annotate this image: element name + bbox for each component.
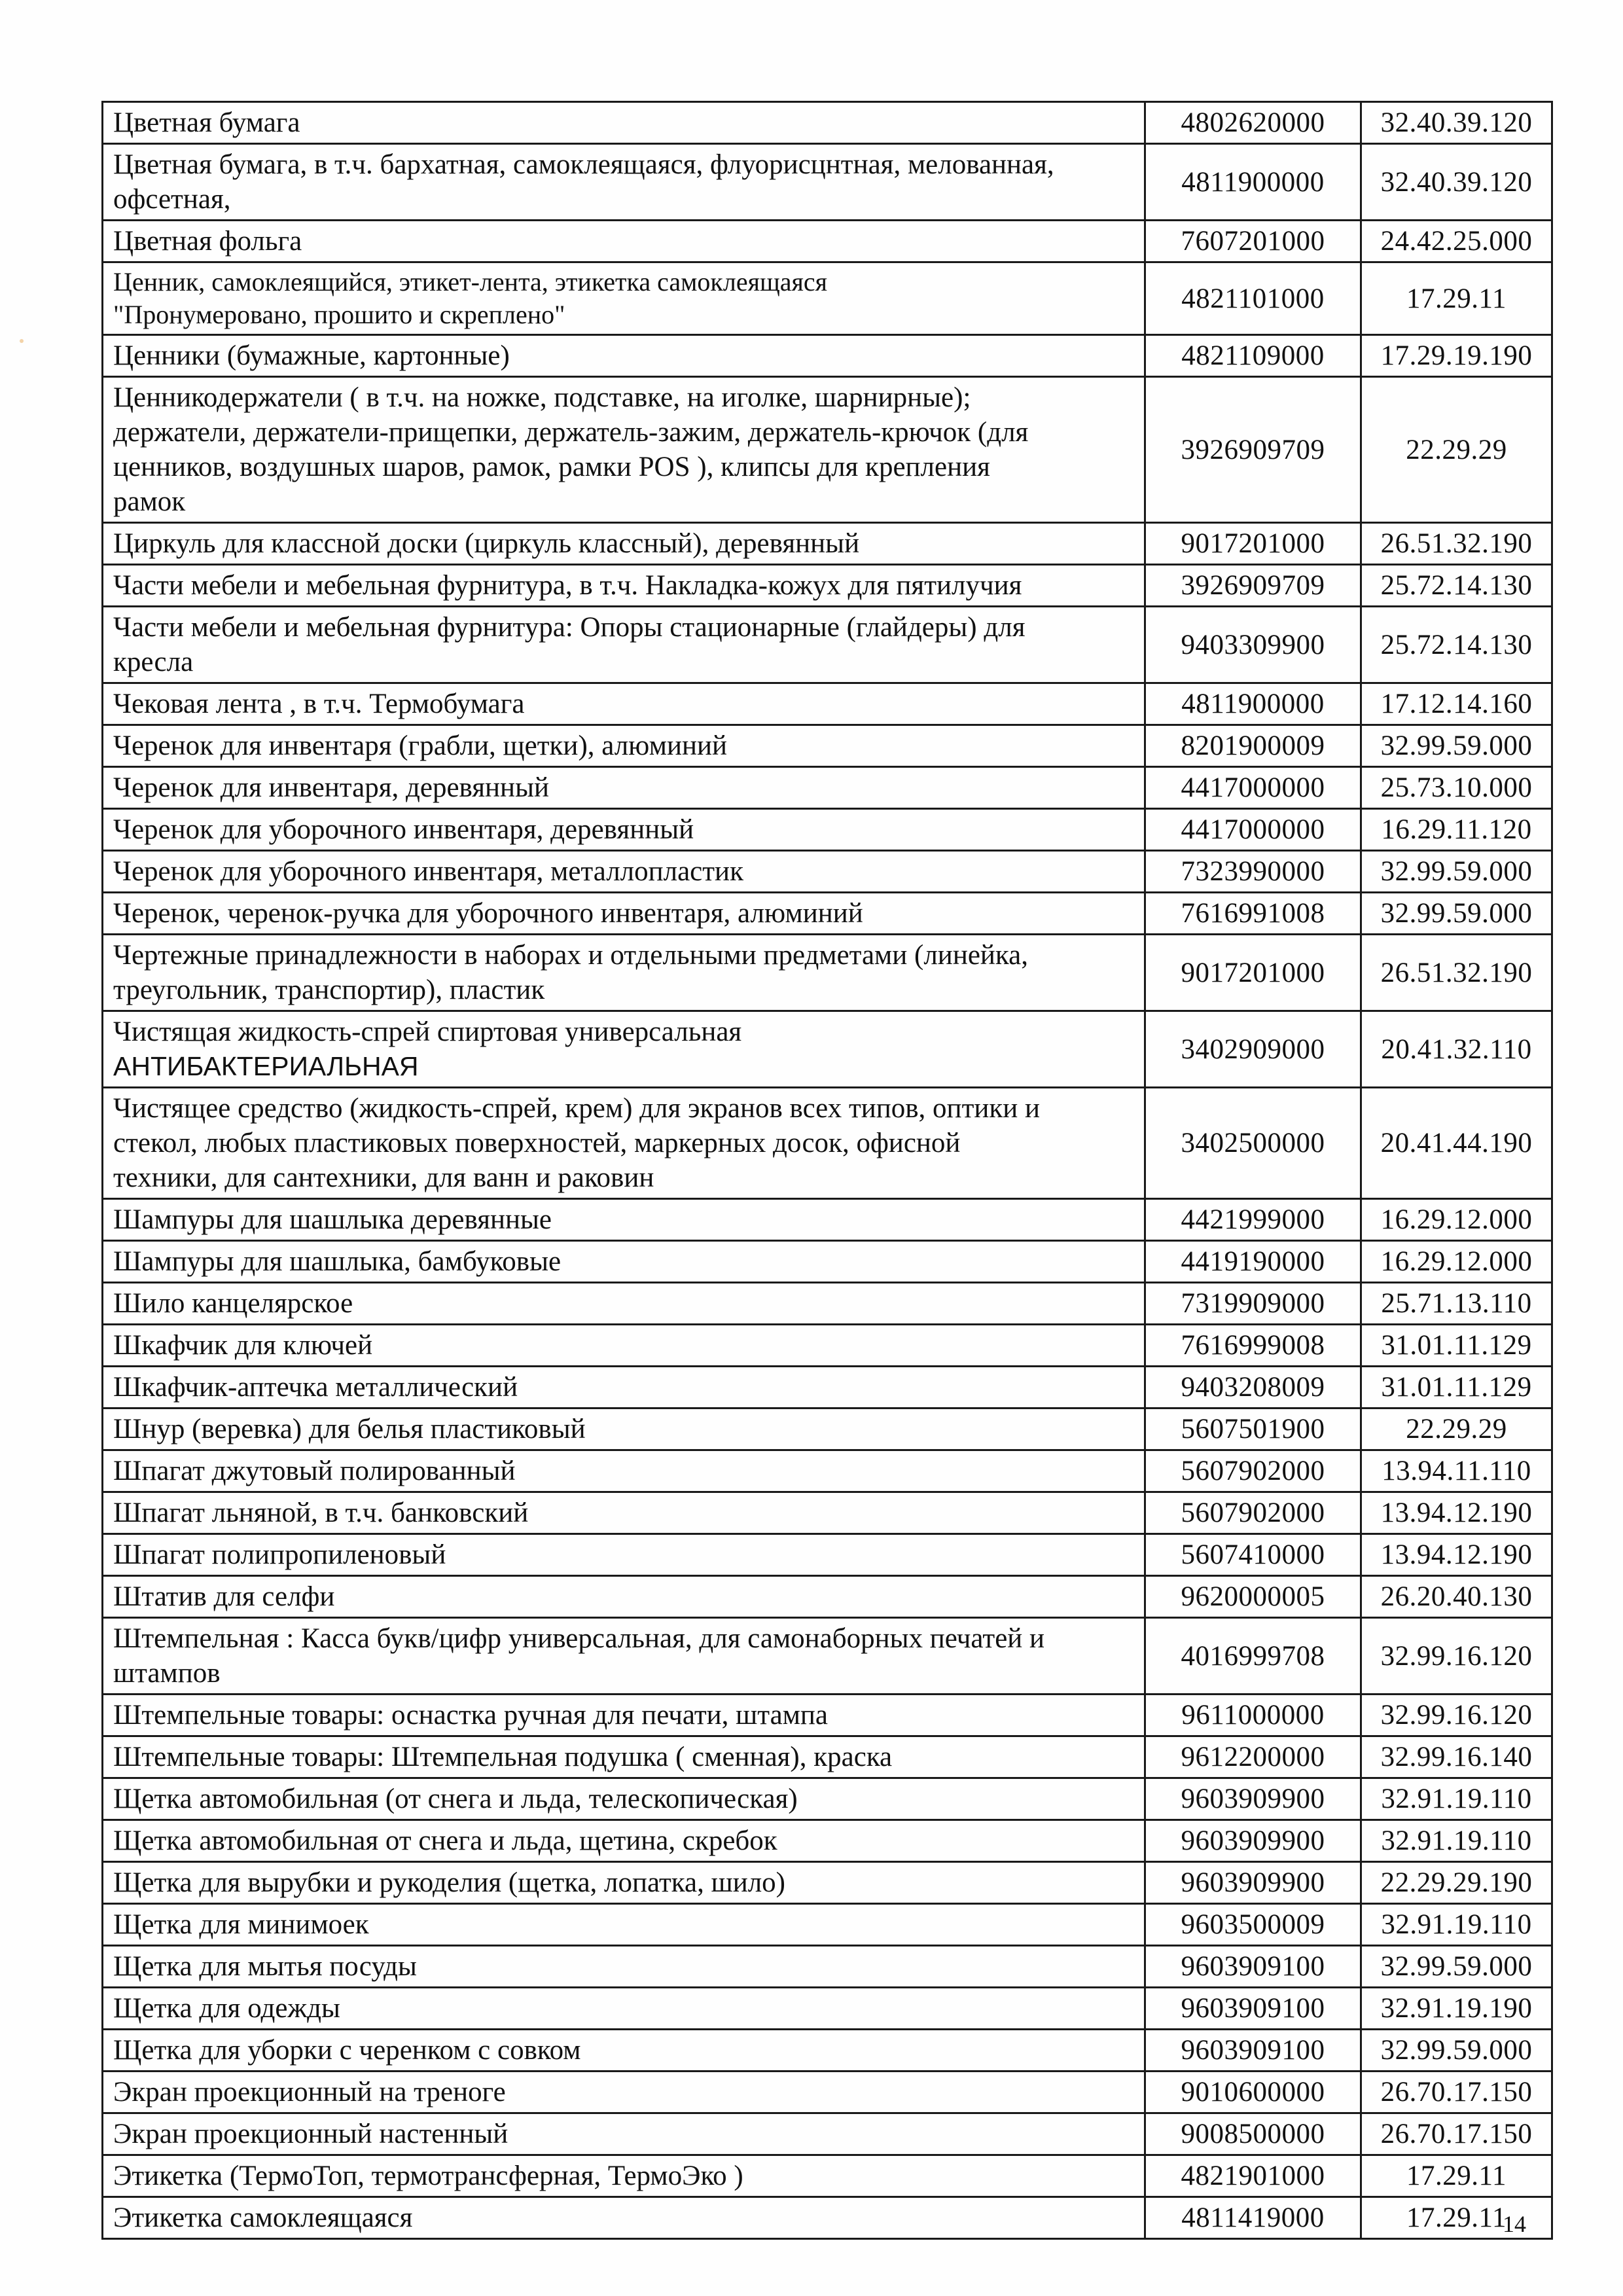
- product-name-line: Черенок, черенок-ручка для уборочного инвентаря, алюминий: [113, 898, 863, 929]
- table-row: [103, 565, 1552, 607]
- scan-artifact: [20, 339, 24, 343]
- tnved-code-cell: 4419190000: [1145, 1241, 1361, 1283]
- tnved-code-cell: 9017201000: [1145, 935, 1361, 1011]
- tnved-code-cell: 9603909900: [1145, 1820, 1361, 1862]
- okpd2-code-cell: 32.40.39.120: [1361, 102, 1552, 144]
- table-row: [103, 262, 1552, 335]
- product-name-line: Чистящая жидкость-спрей спиртовая универсальная: [113, 1016, 742, 1047]
- tnved-code-cell: 3926909709: [1145, 565, 1361, 607]
- table-row: [103, 1695, 1552, 1736]
- table-row: [103, 893, 1552, 935]
- okpd2-code-cell: 32.99.16.140: [1361, 1736, 1552, 1778]
- product-name-line: Черенок для инвентаря (грабли, щетки), алюминий: [113, 730, 728, 761]
- product-name-line: Щетка для уборки с черенком с совком: [113, 2035, 581, 2066]
- tnved-code-cell: 9620000005: [1145, 1576, 1361, 1618]
- product-name-cell: [103, 809, 1145, 851]
- tnved-code-cell: 9010600000: [1145, 2072, 1361, 2113]
- product-name-cell: [103, 2113, 1145, 2155]
- tnved-code-cell: 7607201000: [1145, 221, 1361, 262]
- tnved-code-cell: 5607410000: [1145, 1534, 1361, 1576]
- tnved-code-cell: 7616999008: [1145, 1325, 1361, 1367]
- product-name-cell: [103, 1450, 1145, 1492]
- product-name-line: Цветная бумага: [113, 107, 300, 138]
- product-name-cell: [103, 565, 1145, 607]
- okpd2-code-cell: 26.20.40.130: [1361, 1576, 1552, 1618]
- product-name-line: Штемпельная : Касса букв/цифр универсальная, для самонаборных печатей и: [113, 1623, 1045, 1654]
- product-name-line: Ценникодержатели ( в т.ч. на ножке, подставке, на иголке, шарнирные);: [113, 382, 971, 413]
- tnved-code-cell: 4811419000: [1145, 2197, 1361, 2239]
- product-name-line: Циркуль для классной доски (циркуль классный), деревянный: [113, 528, 860, 559]
- okpd2-code-cell: 20.41.44.190: [1361, 1088, 1552, 1199]
- table-row: [103, 1862, 1552, 1904]
- product-name-line: АНТИБАКТЕРИАЛЬНАЯ: [113, 1051, 419, 1081]
- product-name-cell: [103, 144, 1145, 221]
- product-name-cell: [103, 2072, 1145, 2113]
- product-name-line: техники, для сантехники, для ванн и раковин: [113, 1162, 654, 1193]
- product-name-line: стекол, любых пластиковых поверхностей, маркерных досок, офисной: [113, 1128, 961, 1158]
- table-row: [103, 2197, 1552, 2239]
- product-name-cell: [103, 1241, 1145, 1283]
- tnved-code-cell: 9603909100: [1145, 1946, 1361, 1988]
- product-name-cell: [103, 1862, 1145, 1904]
- table-row: [103, 851, 1552, 893]
- okpd2-code-cell: 32.99.59.000: [1361, 1946, 1552, 1988]
- product-name-line: Щетка автомобильная (от снега и льда, телескопическая): [113, 1784, 798, 1814]
- table-row: [103, 1618, 1552, 1695]
- product-name-cell: [103, 851, 1145, 893]
- tnved-code-cell: 4802620000: [1145, 102, 1361, 144]
- table-row: [103, 1088, 1552, 1199]
- tnved-code-cell: 7616991008: [1145, 893, 1361, 935]
- product-name-cell: [103, 1904, 1145, 1946]
- table-row: [103, 1946, 1552, 1988]
- okpd2-code-cell: 32.91.19.110: [1361, 1820, 1552, 1862]
- tnved-code-cell: 4421999000: [1145, 1199, 1361, 1241]
- okpd2-code-cell: 31.01.11.129: [1361, 1367, 1552, 1408]
- product-name-cell: [103, 1778, 1145, 1820]
- product-name-line: "Пронумеровано, прошито и скреплено": [113, 300, 565, 329]
- table-row: [103, 523, 1552, 565]
- okpd2-code-cell: 16.29.12.000: [1361, 1199, 1552, 1241]
- tnved-code-cell: 4016999708: [1145, 1618, 1361, 1695]
- tnved-code-cell: 4821901000: [1145, 2155, 1361, 2197]
- product-name-line: Чистящее средство (жидкость-спрей, крем) для экранов всех типов, оптики и: [113, 1093, 1041, 1124]
- product-name-line: держатели, держатели-прищепки, держатель-зажим, держатель-крючок (для: [113, 417, 1029, 448]
- table-row: [103, 1736, 1552, 1778]
- okpd2-code-cell: 32.99.16.120: [1361, 1618, 1552, 1695]
- table-row: [103, 1450, 1552, 1492]
- tnved-code-cell: 9017201000: [1145, 523, 1361, 565]
- product-name-cell: [103, 1946, 1145, 1988]
- table-row: [103, 144, 1552, 221]
- okpd2-code-cell: 17.12.14.160: [1361, 683, 1552, 725]
- table-row: [103, 683, 1552, 725]
- okpd2-code-cell: 32.99.59.000: [1361, 2030, 1552, 2072]
- product-name-line: Чековая лента , в т.ч. Термобумага: [113, 689, 525, 719]
- okpd2-code-cell: 32.91.19.190: [1361, 1988, 1552, 2030]
- okpd2-code-cell: 24.42.25.000: [1361, 221, 1552, 262]
- table-row: [103, 1576, 1552, 1618]
- table-row: [103, 1534, 1552, 1576]
- product-name-cell: [103, 1011, 1145, 1088]
- product-name-line: Шпагат льняной, в т.ч. банковский: [113, 1498, 529, 1528]
- tnved-code-cell: 9603909100: [1145, 1988, 1361, 2030]
- tnved-code-cell: 5607902000: [1145, 1492, 1361, 1534]
- tnved-code-cell: 9603909100: [1145, 2030, 1361, 2072]
- product-name-cell: [103, 1988, 1145, 2030]
- okpd2-code-cell: 26.70.17.150: [1361, 2072, 1552, 2113]
- okpd2-code-cell: 26.51.32.190: [1361, 523, 1552, 565]
- product-name-cell: [103, 1408, 1145, 1450]
- okpd2-code-cell: 17.29.11: [1361, 2155, 1552, 2197]
- okpd2-code-cell: 32.99.59.000: [1361, 725, 1552, 767]
- product-name-line: Штемпельные товары: Штемпельная подушка ( сменная), краска: [113, 1742, 893, 1772]
- table-row: [103, 102, 1552, 144]
- okpd2-code-cell: 25.71.13.110: [1361, 1283, 1552, 1325]
- product-name-line: Черенок для уборочного инвентаря, деревянный: [113, 814, 694, 845]
- product-name-line: Экран проекционный на треноге: [113, 2077, 506, 2108]
- product-name-line: Ценник, самоклеящийся, этикет-лента, этикетка самоклеящаяся: [113, 267, 828, 296]
- product-name-line: Части мебели и мебельная фурнитура: Опоры стационарные (глайдеры) для: [113, 612, 1026, 643]
- product-name-cell: [103, 725, 1145, 767]
- tnved-code-cell: 5607902000: [1145, 1450, 1361, 1492]
- product-name-line: Щетка автомобильная от снега и льда, щетина, скребок: [113, 1825, 777, 1856]
- product-name-line: треугольник, транспортир), пластик: [113, 975, 545, 1005]
- product-name-cell: [103, 1492, 1145, 1534]
- okpd2-code-cell: 13.94.12.190: [1361, 1492, 1552, 1534]
- product-name-line: Цветная бумага, в т.ч. бархатная, самоклеящаяся, флуорисцнтная, мелованная,: [113, 149, 1054, 180]
- tnved-code-cell: 9603909900: [1145, 1862, 1361, 1904]
- okpd2-code-cell: 25.73.10.000: [1361, 767, 1552, 809]
- product-name-line: Штатив для селфи: [113, 1581, 335, 1612]
- okpd2-code-cell: 32.40.39.120: [1361, 144, 1552, 221]
- table-row: [103, 221, 1552, 262]
- tnved-code-cell: 4417000000: [1145, 809, 1361, 851]
- tnved-code-cell: 9403309900: [1145, 607, 1361, 683]
- tnved-code-cell: 9603500009: [1145, 1904, 1361, 1946]
- product-name-line: офсетная,: [113, 184, 231, 215]
- product-name-cell: [103, 1736, 1145, 1778]
- product-name-line: штампов: [113, 1658, 221, 1689]
- okpd2-code-cell: 22.29.29: [1361, 377, 1552, 523]
- product-name-cell: [103, 1618, 1145, 1695]
- okpd2-code-cell: 22.29.29: [1361, 1408, 1552, 1450]
- table-row: [103, 2155, 1552, 2197]
- product-name-line: Черенок для уборочного инвентаря, металлопластик: [113, 856, 743, 887]
- okpd2-code-cell: 31.01.11.129: [1361, 1325, 1552, 1367]
- product-name-cell: [103, 2030, 1145, 2072]
- product-name-cell: [103, 262, 1145, 335]
- page-number: 14: [1503, 2211, 1526, 2237]
- tnved-code-cell: 9611000000: [1145, 1695, 1361, 1736]
- okpd2-code-cell: 26.51.32.190: [1361, 935, 1552, 1011]
- okpd2-code-cell: 22.29.29.190: [1361, 1862, 1552, 1904]
- product-name-cell: [103, 767, 1145, 809]
- product-name-line: Щетка для мытья посуды: [113, 1951, 417, 1982]
- okpd2-code-cell: 32.99.16.120: [1361, 1695, 1552, 1736]
- table-row: [103, 1011, 1552, 1088]
- table-row: [103, 1325, 1552, 1367]
- tnved-code-cell: 3402909000: [1145, 1011, 1361, 1088]
- tnved-code-cell: 4417000000: [1145, 767, 1361, 809]
- product-name-line: Щетка для вырубки и рукоделия (щетка, лопатка, шило): [113, 1867, 786, 1898]
- product-codes-table: [101, 101, 1553, 2240]
- product-name-cell: [103, 1325, 1145, 1367]
- table-row: [103, 809, 1552, 851]
- okpd2-code-cell: 32.99.59.000: [1361, 851, 1552, 893]
- okpd2-code-cell: 32.91.19.110: [1361, 1778, 1552, 1820]
- okpd2-code-cell: 17.29.11: [1361, 262, 1552, 335]
- okpd2-code-cell: 32.99.59.000: [1361, 893, 1552, 935]
- tnved-code-cell: 9603909900: [1145, 1778, 1361, 1820]
- product-name-line: Экран проекционный настенный: [113, 2119, 508, 2149]
- product-name-cell: [103, 523, 1145, 565]
- product-name-line: Ценники (бумажные, картонные): [113, 340, 510, 371]
- product-name-cell: [103, 607, 1145, 683]
- okpd2-code-cell: 16.29.11.120: [1361, 809, 1552, 851]
- okpd2-code-cell: 13.94.11.110: [1361, 1450, 1552, 1492]
- okpd2-code-cell: 20.41.32.110: [1361, 1011, 1552, 1088]
- product-name-cell: [103, 335, 1145, 377]
- product-name-line: Шило канцелярское: [113, 1288, 353, 1319]
- product-name-cell: [103, 1199, 1145, 1241]
- product-name-cell: [103, 893, 1145, 935]
- product-name-line: Шпагат джутовый полированный: [113, 1456, 516, 1486]
- tnved-code-cell: 3402500000: [1145, 1088, 1361, 1199]
- product-name-cell: [103, 1695, 1145, 1736]
- table-row: [103, 1241, 1552, 1283]
- product-name-cell: [103, 1088, 1145, 1199]
- tnved-code-cell: 5607501900: [1145, 1408, 1361, 1450]
- product-name-cell: [103, 1283, 1145, 1325]
- product-name-cell: [103, 221, 1145, 262]
- product-name-cell: [103, 2155, 1145, 2197]
- okpd2-code-cell: 17.29.11: [1361, 2197, 1552, 2239]
- product-name-line: ценников, воздушных шаров, рамок, рамки POS ), клипсы для крепления: [113, 452, 990, 482]
- product-name-line: Шкафчик для ключей: [113, 1330, 373, 1361]
- tnved-code-cell: 9612200000: [1145, 1736, 1361, 1778]
- tnved-code-cell: 9403208009: [1145, 1367, 1361, 1408]
- product-name-line: Щетка для одежды: [113, 1993, 340, 2024]
- table-row: [103, 1199, 1552, 1241]
- product-name-cell: [103, 2197, 1145, 2239]
- product-name-line: Шкафчик-аптечка металлический: [113, 1372, 518, 1403]
- product-name-line: кресла: [113, 647, 194, 677]
- table-row: [103, 935, 1552, 1011]
- okpd2-code-cell: 26.70.17.150: [1361, 2113, 1552, 2155]
- product-name-line: Шпагат полипропиленовый: [113, 1539, 446, 1570]
- table-row: [103, 1283, 1552, 1325]
- tnved-code-cell: 3926909709: [1145, 377, 1361, 523]
- product-name-line: Чертежные принадлежности в наборах и отдельными предметами (линейка,: [113, 940, 1029, 971]
- table-row: [103, 1778, 1552, 1820]
- product-name-line: Шампуры для шашлыка деревянные: [113, 1204, 552, 1235]
- product-name-cell: [103, 102, 1145, 144]
- tnved-code-cell: 4811900000: [1145, 683, 1361, 725]
- tnved-code-cell: 7323990000: [1145, 851, 1361, 893]
- table-row: [103, 335, 1552, 377]
- product-name-cell: [103, 1820, 1145, 1862]
- okpd2-code-cell: 16.29.12.000: [1361, 1241, 1552, 1283]
- okpd2-code-cell: 17.29.19.190: [1361, 335, 1552, 377]
- okpd2-code-cell: 13.94.12.190: [1361, 1534, 1552, 1576]
- table-row: [103, 1367, 1552, 1408]
- table-row: [103, 2030, 1552, 2072]
- table-row: [103, 607, 1552, 683]
- product-name-line: Шнур (веревка) для белья пластиковый: [113, 1414, 586, 1444]
- product-name-line: Части мебели и мебельная фурнитура, в т.ч. Накладка-кожух для пятилучия: [113, 570, 1022, 601]
- product-name-line: рамок: [113, 486, 186, 517]
- product-name-cell: [103, 377, 1145, 523]
- product-name-cell: [103, 1534, 1145, 1576]
- okpd2-code-cell: 25.72.14.130: [1361, 607, 1552, 683]
- table-row: [103, 1820, 1552, 1862]
- table-row: [103, 725, 1552, 767]
- table-body: [103, 102, 1552, 2239]
- product-name-line: Штемпельные товары: оснастка ручная для печати, штампа: [113, 1700, 829, 1731]
- table-row: [103, 767, 1552, 809]
- table-row: [103, 1492, 1552, 1534]
- product-name-line: Шампуры для шашлыка, бамбуковые: [113, 1246, 562, 1277]
- product-name-cell: [103, 1367, 1145, 1408]
- table-row: [103, 2113, 1552, 2155]
- okpd2-code-cell: 25.72.14.130: [1361, 565, 1552, 607]
- product-name-cell: [103, 683, 1145, 725]
- table-row: [103, 1408, 1552, 1450]
- tnved-code-cell: 8201900009: [1145, 725, 1361, 767]
- product-name-cell: [103, 1576, 1145, 1618]
- table-row: [103, 1988, 1552, 2030]
- tnved-code-cell: 4821109000: [1145, 335, 1361, 377]
- tnved-code-cell: 4811900000: [1145, 144, 1361, 221]
- product-name-line: Этикетка (ТермоТоп, термотрансферная, ТермоЭко ): [113, 2161, 743, 2191]
- tnved-code-cell: 9008500000: [1145, 2113, 1361, 2155]
- okpd2-code-cell: 32.91.19.110: [1361, 1904, 1552, 1946]
- tnved-code-cell: 7319909000: [1145, 1283, 1361, 1325]
- table-row: [103, 2072, 1552, 2113]
- table-row: [103, 1904, 1552, 1946]
- product-name-cell: [103, 935, 1145, 1011]
- product-name-line: Этикетка самоклеящаяся: [113, 2202, 413, 2233]
- tnved-code-cell: 4821101000: [1145, 262, 1361, 335]
- product-name-line: Черенок для инвентаря, деревянный: [113, 772, 549, 803]
- product-name-line: Щетка для минимоек: [113, 1909, 369, 1940]
- table-row: [103, 377, 1552, 523]
- product-name-line: Цветная фольга: [113, 226, 302, 257]
